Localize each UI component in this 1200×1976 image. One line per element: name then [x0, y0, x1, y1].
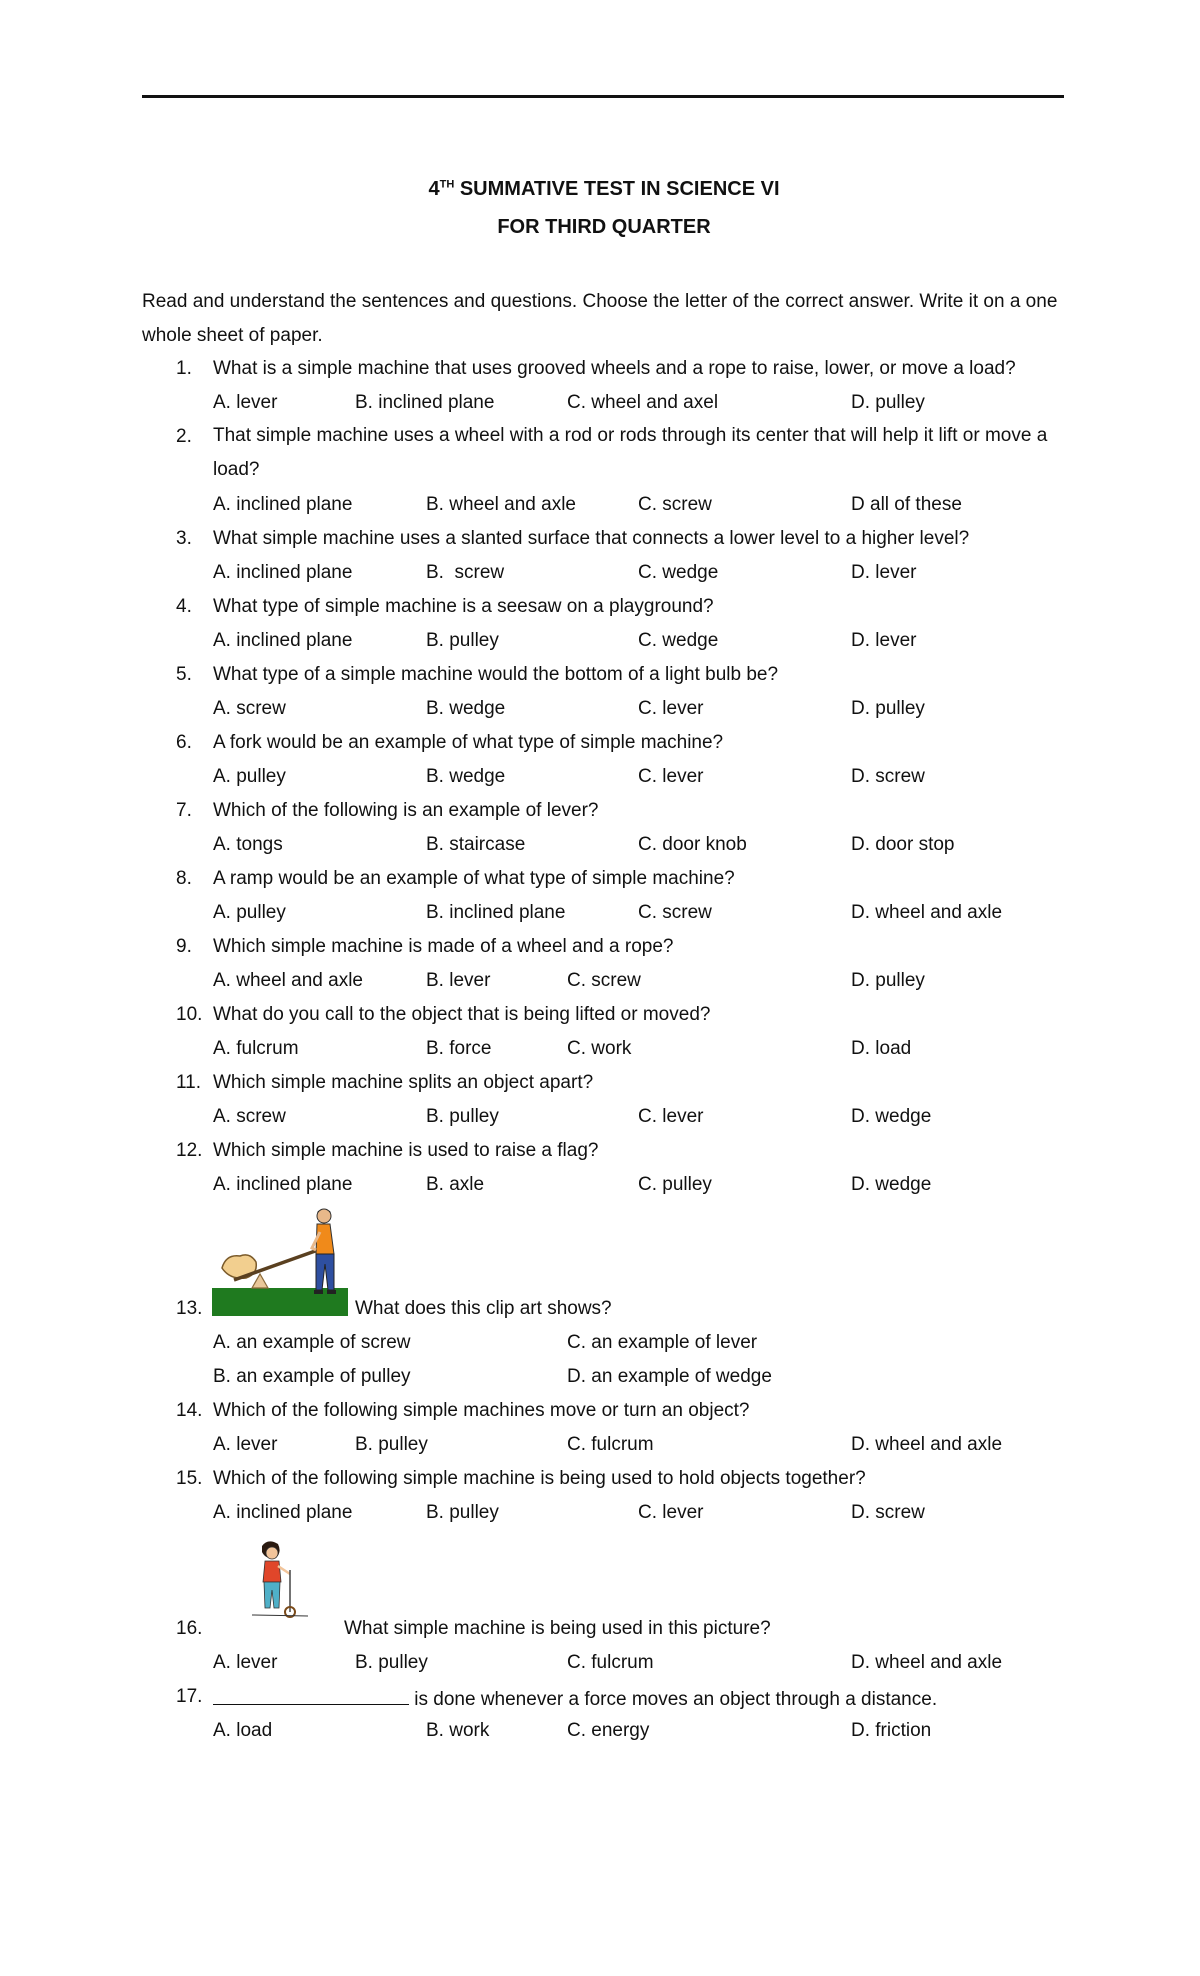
option-c: C. lever [638, 766, 704, 787]
option-b: B. inclined plane [355, 392, 495, 413]
question-number: 16. [176, 1618, 203, 1639]
option-d: D. door stop [851, 834, 955, 855]
page-title: 4TH SUMMATIVE TEST IN SCIENCE VI [428, 178, 780, 200]
option-a: A. inclined plane [213, 494, 353, 515]
option-b: B. pulley [426, 630, 499, 651]
option-d: D. pulley [851, 392, 925, 413]
option-a: A. inclined plane [213, 630, 353, 651]
option-c: C. work [567, 1038, 632, 1059]
option-a: A. inclined plane [213, 1502, 353, 1523]
option-a: A. inclined plane [213, 562, 353, 583]
option-d: D. wheel and axle [851, 1652, 1003, 1673]
question-number: 14. [176, 1400, 203, 1421]
fulcrum-rock [252, 1274, 268, 1288]
option-a: A. lever [213, 1652, 278, 1673]
question-number: 3. [176, 528, 192, 549]
option-a: A. pulley [213, 766, 286, 787]
question-text: Which of the following is an example of lever? [213, 800, 599, 821]
option-b: B. wedge [426, 766, 506, 787]
option-c: C. lever [638, 698, 704, 719]
question-number: 2. [176, 426, 192, 447]
question-number: 1. [176, 358, 192, 379]
wheel-and-axle-clip-art [250, 1540, 314, 1618]
question-text: What does this clip art shows? [355, 1298, 612, 1319]
question-text: What is a simple machine that uses grooved wheels and a rope to raise, lower, or move a load? [213, 358, 1016, 379]
option-a: A. inclined plane [213, 1174, 353, 1195]
option-d: D. screw [851, 1502, 925, 1523]
question-text: A ramp would be an example of what type of simple machine? [213, 868, 735, 889]
question-text: What simple machine uses a slanted surface that connects a lower level to a higher level? [213, 528, 970, 549]
option-a: A. fulcrum [213, 1038, 299, 1059]
option-c: C. wheel and axel [567, 392, 719, 413]
option-d: D. friction [851, 1720, 932, 1741]
page-subtitle: FOR THIRD QUARTER [497, 216, 711, 238]
option-d: D. lever [851, 630, 917, 651]
question-number: 7. [176, 800, 192, 821]
question-text: What type of a simple machine would the bottom of a light bulb be? [213, 664, 779, 685]
option-c: C. lever [638, 1502, 704, 1523]
option-d: D all of these [851, 494, 962, 515]
question-number: 13. [176, 1298, 203, 1319]
question-text: Which of the following simple machines move or turn an object? [213, 1400, 750, 1421]
option-b: B. pulley [355, 1652, 428, 1673]
option-d: D. wedge [851, 1106, 932, 1127]
option-b: B. force [426, 1038, 492, 1059]
option-d: D. pulley [851, 970, 925, 991]
option-d: D. wheel and axle [851, 902, 1003, 923]
question-text: What do you call to the object that is being lifted or moved? [213, 1004, 711, 1025]
question-number: 8. [176, 868, 192, 889]
instructions: Read and understand the sentences and questions. Choose the letter of the correct answer. Write it on a one whole sheet of paper. [142, 291, 1058, 346]
question-text: A fork would be an example of what type of simple machine? [213, 732, 724, 753]
option-d: D. wheel and axle [851, 1434, 1003, 1455]
question-number: 10. [176, 1004, 203, 1025]
option-a: A. screw [213, 698, 286, 719]
option-c: C. wedge [638, 562, 719, 583]
option-d: D. load [851, 1038, 912, 1059]
option-b: B. pulley [426, 1106, 499, 1127]
question-number: 15. [176, 1468, 203, 1489]
option-c: C. fulcrum [567, 1434, 654, 1455]
option-a: A. wheel and axle [213, 970, 363, 991]
option-b: B. wheel and axle [426, 494, 576, 515]
option-c: C. an example of lever [567, 1332, 758, 1353]
option-b: B. axle [426, 1174, 485, 1195]
lever-clip-art [212, 1208, 350, 1316]
question-text: is done whenever a force moves an object through a distance. [213, 1686, 937, 1711]
option-b: B. pulley [355, 1434, 428, 1455]
girl-shirt [263, 1561, 281, 1582]
man-pants [316, 1254, 334, 1290]
question-text: Which simple machine splits an object apart? [213, 1072, 594, 1093]
option-b: B. pulley [426, 1502, 499, 1523]
girl-pants [264, 1582, 280, 1608]
question-text: Which simple machine is used to raise a flag? [213, 1140, 599, 1161]
option-b: B. inclined plane [426, 902, 566, 923]
option-b: B. an example of pulley [213, 1366, 411, 1387]
question-text: What simple machine is being used in this picture? [344, 1618, 771, 1639]
option-a: A. lever [213, 1434, 278, 1455]
option-c: C. pulley [638, 1174, 712, 1195]
option-c: C. fulcrum [567, 1652, 654, 1673]
question-number: 5. [176, 664, 192, 685]
option-d: D. lever [851, 562, 917, 583]
option-c: C. screw [638, 494, 712, 515]
option-b: B. wedge [426, 698, 506, 719]
option-a: A. tongs [213, 834, 283, 855]
option-a: A. load [213, 1720, 273, 1741]
option-c: C. screw [638, 902, 712, 923]
question-text: What type of simple machine is a seesaw on a playground? [213, 596, 714, 617]
question-text: Which simple machine is made of a wheel and a rope? [213, 936, 674, 957]
option-a: A. an example of screw [213, 1332, 411, 1353]
option-d: D. pulley [851, 698, 925, 719]
option-b: B. screw [426, 562, 505, 583]
option-b: B. staircase [426, 834, 526, 855]
answer-blank [213, 1686, 409, 1705]
question-text: Which of the following simple machine is being used to hold objects together? [213, 1468, 866, 1489]
option-a: A. pulley [213, 902, 286, 923]
option-d: D. screw [851, 766, 925, 787]
option-c: C. door knob [638, 834, 747, 855]
option-a: A. lever [213, 392, 278, 413]
option-c: C. energy [567, 1720, 650, 1741]
option-c: C. screw [567, 970, 641, 991]
option-c: C. wedge [638, 630, 719, 651]
option-c: C. lever [638, 1106, 704, 1127]
option-b: B. work [426, 1720, 490, 1741]
question-text: That simple machine uses a wheel with a rod or rods through its center that will help it lift or move a load? [213, 425, 1048, 480]
question-number: 12. [176, 1140, 203, 1161]
option-b: B. lever [426, 970, 491, 991]
man-shirt [316, 1224, 334, 1254]
question-number: 17. [176, 1686, 203, 1707]
question-number: 6. [176, 732, 192, 753]
question-number: 9. [176, 936, 192, 957]
option-a: A. screw [213, 1106, 286, 1127]
question-number: 11. [176, 1072, 202, 1093]
question-number: 4. [176, 596, 192, 617]
option-d: D. wedge [851, 1174, 932, 1195]
option-d: D. an example of wedge [567, 1366, 772, 1387]
girl-head [266, 1547, 278, 1559]
top-rule [142, 95, 1064, 98]
